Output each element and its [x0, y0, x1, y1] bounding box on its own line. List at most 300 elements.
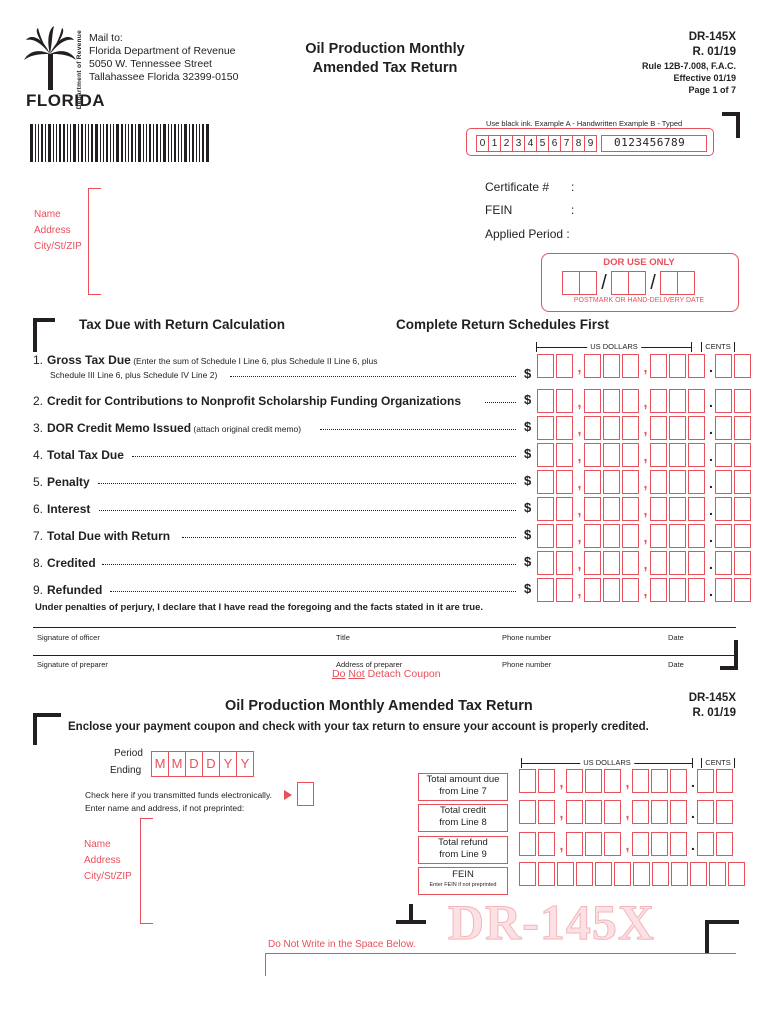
example-digit-cell: 9 — [585, 135, 597, 152]
amount-digit-cell[interactable] — [669, 354, 686, 378]
line-number: 3. — [33, 421, 44, 435]
sig-prep-phone-label: Phone number — [502, 660, 552, 669]
amount-digit-cell[interactable] — [537, 497, 554, 521]
decimal-point: . — [691, 837, 695, 853]
amount-digit-cell[interactable] — [603, 578, 620, 602]
amount-digit-cell[interactable] — [669, 443, 686, 467]
period-ending-cell[interactable]: D — [203, 751, 220, 777]
dollar-sign: $ — [524, 446, 532, 461]
form-id-block — [642, 30, 736, 96]
amount-digit-cell[interactable] — [622, 470, 639, 494]
decimal-point: . — [709, 475, 713, 491]
amount-digit-cell[interactable] — [519, 769, 536, 793]
corner-mark-tr — [722, 112, 740, 138]
amount-digit-cell[interactable] — [622, 524, 639, 548]
amount-digit-cell[interactable] — [556, 578, 573, 602]
dollar-sign: $ — [524, 581, 532, 596]
line-3-amount-fields[interactable] — [537, 416, 753, 440]
comma-separator: , — [577, 556, 582, 572]
cents-digit-cell[interactable] — [715, 551, 732, 575]
calc-line-3 — [33, 421, 301, 435]
line-number: 8. — [33, 556, 44, 570]
amount-digit-cell[interactable] — [650, 578, 667, 602]
fein-digit-cell[interactable] — [557, 862, 574, 886]
line-label: Penalty — [47, 475, 90, 489]
comma-separator: , — [577, 394, 582, 410]
comma-separator: , — [577, 502, 582, 518]
dor-slash: / — [601, 271, 607, 294]
amount-digit-cell[interactable] — [670, 832, 687, 856]
detach-not: Not — [348, 668, 365, 680]
amount-digit-cell[interactable] — [585, 769, 602, 793]
coupon-cents-header: CENTS — [701, 758, 735, 768]
amount-digit-cell[interactable] — [688, 443, 705, 467]
line-number: 4. — [33, 448, 44, 462]
corner-mark-coupon-tl — [33, 713, 61, 745]
amount-digit-cell[interactable] — [603, 354, 620, 378]
amount-digit-cell[interactable] — [556, 470, 573, 494]
mail-to-block — [89, 32, 238, 84]
form-effective: Effective 01/19 — [673, 73, 736, 83]
cents-digit-cell[interactable] — [734, 354, 751, 378]
period-ending-cell[interactable]: M — [169, 751, 186, 777]
amount-digit-cell[interactable] — [537, 389, 554, 413]
cents-digit-cell[interactable] — [716, 832, 733, 856]
line-label: Refunded — [47, 583, 103, 597]
line-8-amount-fields[interactable] — [537, 551, 753, 575]
amount-digit-cell[interactable] — [537, 416, 554, 440]
amount-digit-cell[interactable] — [603, 551, 620, 575]
address-label: Address — [34, 225, 71, 236]
comma-separator: , — [643, 556, 648, 572]
name-label: Name — [34, 209, 61, 220]
amount-digit-cell[interactable] — [519, 832, 536, 856]
amount-digit-cell[interactable] — [584, 551, 601, 575]
amount-digit-cell[interactable] — [584, 470, 601, 494]
mail-line: Tallahassee Florida 32399-0150 — [89, 71, 239, 83]
coupon-city-label: City/St/ZIP — [84, 871, 132, 882]
us-dollars-header — [536, 342, 692, 352]
comma-separator: , — [643, 529, 648, 545]
amount-digit-cell[interactable] — [622, 354, 639, 378]
electronic-label: Check here if you transmitted funds electronically. — [85, 790, 272, 800]
amount-digit-cell[interactable] — [622, 416, 639, 440]
amount-digit-cell[interactable] — [537, 470, 554, 494]
coupon-revision: R. 01/19 — [692, 707, 736, 719]
enter-name-label: Enter name and address, if not preprinted: — [85, 803, 245, 813]
comma-separator: , — [577, 529, 582, 545]
amount-digit-cell[interactable] — [632, 769, 649, 793]
example-digit-cell: 7 — [561, 135, 573, 152]
corner-mark-br — [720, 640, 738, 670]
line-label: Total Due with Return — [47, 529, 171, 543]
dept-vertical-text: Department of Revenue — [76, 30, 83, 110]
amount-digit-cell[interactable] — [688, 354, 705, 378]
amount-digit-cell[interactable] — [537, 551, 554, 575]
corner-mark-tl — [33, 318, 55, 352]
form-page: Page 1 of 7 — [688, 85, 736, 95]
period-ending-cell[interactable]: M — [151, 751, 169, 777]
example-digit-cell: 0 — [476, 135, 489, 152]
amount-digit-cell[interactable] — [566, 769, 583, 793]
coupon-row-1-amount-fields[interactable] — [519, 769, 735, 793]
sig-officer-label: Signature of officer — [37, 633, 100, 642]
amount-digit-cell[interactable] — [556, 551, 573, 575]
decimal-point: . — [709, 502, 713, 518]
cents-digit-cell[interactable] — [734, 497, 751, 521]
line-number: 7. — [33, 529, 44, 543]
form-title-line1: Oil Production Monthly — [305, 41, 465, 57]
amount-digit-cell[interactable] — [651, 769, 668, 793]
calc-line-8 — [33, 556, 96, 570]
calc-line-6 — [33, 502, 90, 516]
cents-digit-cell[interactable] — [715, 524, 732, 548]
decimal-point: . — [691, 805, 695, 821]
amount-digit-cell[interactable] — [556, 524, 573, 548]
amount-digit-cell[interactable] — [556, 389, 573, 413]
fein-digit-cell[interactable] — [709, 862, 726, 886]
amount-digit-cell[interactable] — [650, 551, 667, 575]
cents-digit-cell[interactable] — [734, 416, 751, 440]
line-6-amount-fields[interactable] — [537, 497, 753, 521]
amount-digit-cell[interactable] — [688, 497, 705, 521]
dollar-sign: $ — [524, 500, 532, 515]
leader-dots — [132, 456, 516, 457]
line-9-amount-fields[interactable] — [537, 578, 753, 602]
amount-digit-cell[interactable] — [584, 416, 601, 440]
amount-digit-cell[interactable] — [688, 470, 705, 494]
amount-digit-cell[interactable] — [604, 800, 621, 824]
amount-digit-cell[interactable] — [688, 551, 705, 575]
dollar-sign: $ — [524, 392, 532, 407]
amount-digit-cell[interactable] — [622, 497, 639, 521]
amount-digit-cell[interactable] — [584, 497, 601, 521]
summary-line1: Total amount due — [426, 774, 500, 785]
dollar-sign: $ — [524, 473, 532, 488]
comma-separator: , — [577, 421, 582, 437]
line-4-amount-fields[interactable] — [537, 443, 753, 467]
postmark-label: POSTMARK OR HAND-DELIVERY DATE — [573, 297, 705, 304]
amount-digit-cell[interactable] — [669, 551, 686, 575]
example-digit-cell: 1 — [489, 135, 501, 152]
amount-digit-cell[interactable] — [584, 524, 601, 548]
form-rule: Rule 12B-7.008, F.A.C. — [641, 61, 736, 71]
cents-digit-cell[interactable] — [716, 769, 733, 793]
leader-dots — [102, 564, 516, 565]
leader-dots — [110, 591, 516, 592]
amount-digit-cell[interactable] — [603, 416, 620, 440]
amount-digit-cell[interactable] — [688, 578, 705, 602]
summary-line2: from Line 7 — [439, 786, 487, 797]
line-label: Gross Tax Due — [47, 353, 131, 367]
cents-digit-cell[interactable] — [715, 578, 732, 602]
decimal-point: . — [709, 394, 713, 410]
line-label: Total Tax Due — [47, 448, 124, 462]
sig-phone-label: Phone number — [502, 633, 552, 642]
fein-digit-cell[interactable] — [614, 862, 631, 886]
calc-line-4 — [33, 448, 124, 462]
comma-separator: , — [559, 837, 564, 853]
cents-digit-cell[interactable] — [715, 354, 732, 378]
applied-period-label: Applied Period : — [485, 227, 570, 241]
example-digit-cell: 2 — [501, 135, 513, 152]
leader-dots — [98, 483, 516, 484]
amount-digit-cell[interactable] — [585, 800, 602, 824]
cents-digit-cell[interactable] — [734, 389, 751, 413]
amount-digit-cell[interactable] — [688, 389, 705, 413]
fein-digit-cell[interactable] — [671, 862, 688, 886]
leader-dots — [182, 537, 516, 538]
amount-digit-cell[interactable] — [556, 354, 573, 378]
coupon-fein-box — [418, 867, 508, 895]
line-number: 1. — [33, 353, 44, 367]
sig-prep-date-label: Date — [668, 660, 684, 669]
fein-digit-cell[interactable] — [538, 862, 555, 886]
amount-digit-cell[interactable] — [650, 443, 667, 467]
dollar-sign: $ — [524, 527, 532, 542]
amount-digit-cell[interactable] — [566, 832, 583, 856]
comma-separator: , — [643, 421, 648, 437]
amount-digit-cell[interactable] — [603, 443, 620, 467]
ending-label: Ending — [110, 765, 142, 776]
dor-use-only-title: DOR USE ONLY — [603, 257, 675, 268]
calc-line-1 — [33, 353, 377, 367]
coupon-row-2-amount-fields[interactable] — [519, 800, 735, 824]
comma-separator: , — [643, 359, 648, 375]
amount-digit-cell[interactable] — [669, 389, 686, 413]
example-digit-cell: 3 — [513, 135, 525, 152]
city-label: City/St/ZIP — [34, 241, 82, 252]
amount-digit-cell[interactable] — [669, 497, 686, 521]
dor-slash: / — [650, 271, 656, 294]
cents-digit-cell[interactable] — [734, 470, 751, 494]
amount-digit-cell[interactable] — [584, 443, 601, 467]
comma-separator: , — [625, 805, 630, 821]
amount-digit-cell[interactable] — [650, 416, 667, 440]
amount-digit-cell[interactable] — [670, 800, 687, 824]
name-bracket — [88, 188, 101, 295]
coupon-summary-box-3 — [418, 836, 508, 864]
example-handwritten-digits — [476, 135, 597, 152]
example-typed-digits: 0123456789 — [614, 136, 686, 149]
cents-digit-cell[interactable] — [715, 497, 732, 521]
fein-digit-cell[interactable] — [652, 862, 669, 886]
line-label: DOR Credit Memo Issued — [47, 421, 192, 435]
line-1-amount-fields[interactable] — [537, 354, 753, 378]
comma-separator: , — [559, 774, 564, 790]
dollar-sign: $ — [524, 554, 532, 569]
comma-separator: , — [577, 359, 582, 375]
sig-preparer-label: Signature of preparer — [37, 660, 108, 669]
amount-digit-cell[interactable] — [622, 389, 639, 413]
cents-digit-cell[interactable] — [697, 800, 714, 824]
period-ending-cell[interactable]: D — [186, 751, 203, 777]
summary-line1: Total refund — [438, 837, 488, 848]
calc-line-2 — [33, 394, 461, 408]
summary-line2: from Line 8 — [439, 817, 487, 828]
amount-digit-cell[interactable] — [538, 769, 555, 793]
detach-do: Do — [332, 668, 346, 680]
amount-digit-cell[interactable] — [603, 389, 620, 413]
amount-digit-cell[interactable] — [622, 551, 639, 575]
florida-palm-logo — [24, 26, 76, 90]
amount-digit-cell[interactable] — [669, 578, 686, 602]
amount-digit-cell[interactable] — [603, 497, 620, 521]
form-title-line2: Amended Tax Return — [312, 60, 458, 76]
sig-title-label: Title — [336, 633, 350, 642]
decimal-point: . — [709, 421, 713, 437]
decimal-point: . — [709, 556, 713, 572]
form-id: DR-145X — [688, 31, 736, 43]
period-ending-cell[interactable]: Y — [220, 751, 237, 777]
amount-digit-cell[interactable] — [556, 443, 573, 467]
amount-digit-cell[interactable] — [651, 800, 668, 824]
amount-digit-cell[interactable] — [669, 416, 686, 440]
do-not-write-line — [265, 953, 736, 976]
electronic-arrow-icon — [284, 790, 292, 800]
amount-digit-cell[interactable] — [537, 524, 554, 548]
calc-heading-right: Complete Return Schedules First — [396, 317, 610, 332]
amount-digit-cell[interactable] — [538, 832, 555, 856]
coupon-fein-label: FEIN — [452, 869, 474, 880]
line-5-amount-fields[interactable] — [537, 470, 753, 494]
amount-digit-cell[interactable] — [604, 832, 621, 856]
amount-digit-cell[interactable] — [537, 578, 554, 602]
cents-digit-cell[interactable] — [715, 389, 732, 413]
amount-digit-cell[interactable] — [651, 832, 668, 856]
calc-line-5 — [33, 475, 90, 489]
amount-digit-cell[interactable] — [538, 800, 555, 824]
amount-digit-cell[interactable] — [632, 832, 649, 856]
amount-digit-cell[interactable] — [584, 354, 601, 378]
amount-digit-cell[interactable] — [537, 354, 554, 378]
amount-digit-cell[interactable] — [556, 416, 573, 440]
leader-dots — [99, 510, 516, 511]
period-label: Period — [114, 748, 143, 759]
fein-digit-cell[interactable] — [690, 862, 707, 886]
amount-digit-cell[interactable] — [566, 800, 583, 824]
cents-digit-cell[interactable] — [734, 578, 751, 602]
cents-digit-cell[interactable] — [734, 551, 751, 575]
amount-digit-cell[interactable] — [585, 832, 602, 856]
amount-digit-cell[interactable] — [519, 800, 536, 824]
line-note: (attach original credit memo) — [191, 424, 302, 434]
corner-mark-coupon-bottom — [396, 904, 426, 924]
amount-digit-cell[interactable] — [669, 524, 686, 548]
form-watermark: DR-145X — [448, 894, 655, 950]
cents-digit-cell[interactable] — [734, 443, 751, 467]
example-digit-cell: 6 — [549, 135, 561, 152]
line-7-amount-fields[interactable] — [537, 524, 753, 548]
amount-digit-cell[interactable] — [622, 578, 639, 602]
comma-separator: , — [577, 583, 582, 599]
coupon-fein-note: Enter FEIN if not preprinted — [429, 882, 497, 888]
fein-digit-cell[interactable] — [728, 862, 745, 886]
fein-colon: : — [571, 203, 575, 217]
form-title — [290, 40, 480, 78]
amount-digit-cell[interactable] — [556, 497, 573, 521]
certificate-label: Certificate # — [485, 180, 550, 194]
fein-digit-cell[interactable] — [576, 862, 593, 886]
decimal-point: . — [709, 448, 713, 464]
example-digit-cell: 5 — [537, 135, 549, 152]
mail-to-label: Mail to: — [89, 32, 123, 44]
cents-digit-cell[interactable] — [716, 800, 733, 824]
coupon-row-3-amount-fields[interactable] — [519, 832, 735, 856]
leader-dots — [320, 429, 516, 430]
barcode — [30, 124, 214, 162]
amount-digit-cell[interactable] — [669, 470, 686, 494]
amount-digit-cell[interactable] — [537, 443, 554, 467]
coupon-name-bracket — [140, 818, 153, 924]
amount-digit-cell[interactable] — [603, 470, 620, 494]
amount-digit-cell[interactable] — [650, 470, 667, 494]
fein-digit-cell[interactable] — [633, 862, 650, 886]
line-number: 2. — [33, 394, 44, 408]
cents-digit-cell[interactable] — [734, 524, 751, 548]
amount-digit-cell[interactable] — [650, 389, 667, 413]
mail-line: Florida Department of Revenue — [89, 45, 236, 57]
cents-digit-cell[interactable] — [697, 832, 714, 856]
decimal-point: . — [709, 583, 713, 599]
period-ending-fields[interactable] — [151, 751, 254, 777]
amount-digit-cell[interactable] — [650, 497, 667, 521]
fein-label: FEIN — [485, 203, 513, 217]
do-not-detach — [332, 668, 441, 680]
amount-digit-cell[interactable] — [650, 524, 667, 548]
coupon-fein-fields[interactable] — [519, 862, 747, 886]
amount-digit-cell[interactable] — [622, 443, 639, 467]
amount-digit-cell[interactable] — [604, 769, 621, 793]
period-ending-cell[interactable]: Y — [237, 751, 254, 777]
line-label: Credit for Contributions to Nonprofit Scholarship Funding Organizations — [47, 394, 461, 408]
amount-digit-cell[interactable] — [688, 524, 705, 548]
amount-digit-cell[interactable] — [688, 416, 705, 440]
decimal-point: . — [709, 359, 713, 375]
fein-digit-cell[interactable] — [519, 862, 536, 886]
amount-digit-cell[interactable] — [603, 524, 620, 548]
line-label: Interest — [47, 502, 91, 516]
us-dollars-label: US DOLLARS — [587, 342, 641, 351]
electronic-checkbox[interactable] — [297, 782, 314, 806]
comma-separator: , — [577, 475, 582, 491]
enclose-instruction: Enclose your payment coupon and check with your tax return to ensure your account is properly credited. — [68, 721, 649, 733]
line-sub-note: Schedule III Line 6, plus Schedule IV Line 2) — [50, 370, 218, 380]
line-2-amount-fields[interactable] — [537, 389, 753, 413]
cents-digit-cell[interactable] — [715, 416, 732, 440]
cents-digit-cell[interactable] — [697, 769, 714, 793]
comma-separator: , — [625, 774, 630, 790]
cents-digit-cell[interactable] — [715, 470, 732, 494]
coupon-summary-box-2 — [418, 804, 508, 832]
line-number: 5. — [33, 475, 44, 489]
comma-separator: , — [643, 475, 648, 491]
comma-separator: , — [559, 805, 564, 821]
certificate-colon: : — [571, 180, 575, 194]
form-revision: R. 01/19 — [692, 46, 736, 58]
comma-separator: , — [643, 583, 648, 599]
amount-digit-cell[interactable] — [584, 578, 601, 602]
amount-digit-cell[interactable] — [584, 389, 601, 413]
cents-digit-cell[interactable] — [715, 443, 732, 467]
coupon-us-dollars-header — [521, 758, 693, 768]
fein-digit-cell[interactable] — [595, 862, 612, 886]
corner-mark-coupon-br — [705, 920, 739, 954]
amount-digit-cell[interactable] — [632, 800, 649, 824]
ink-instruction: Use black ink. Example A - Handwritten Example B - Typed — [486, 119, 683, 128]
amount-digit-cell[interactable] — [650, 354, 667, 378]
amount-digit-cell[interactable] — [670, 769, 687, 793]
